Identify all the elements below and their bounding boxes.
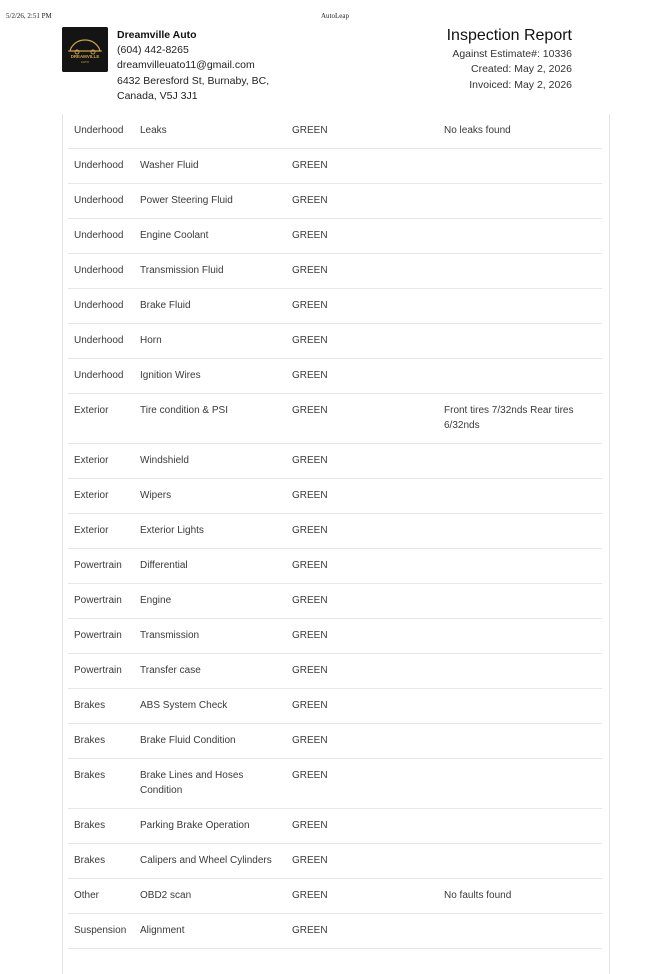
row-item: Horn xyxy=(140,335,162,346)
table-row xyxy=(68,654,602,689)
row-item: Brake Fluid xyxy=(140,300,191,311)
row-item: Windshield xyxy=(140,455,189,466)
print-timestamp: 5/2/26, 2:51 PM xyxy=(6,12,52,20)
row-category: Underhood xyxy=(74,125,124,136)
shop-name: Dreamville Auto xyxy=(117,29,197,41)
table-row xyxy=(68,514,602,549)
print-header xyxy=(0,12,670,24)
row-item: Transmission xyxy=(140,630,200,641)
row-status: GREEN xyxy=(292,370,328,381)
table-row xyxy=(68,219,602,254)
row-status: GREEN xyxy=(292,630,328,641)
row-category: Underhood xyxy=(74,195,124,206)
row-category: Brakes xyxy=(74,855,106,866)
row-category: Brakes xyxy=(74,700,106,711)
row-category: Underhood xyxy=(74,335,124,346)
table-row xyxy=(68,254,602,289)
row-status: GREEN xyxy=(292,300,328,311)
row-category: Suspension xyxy=(74,925,127,936)
report-invoiced: Invoiced: May 2, 2026 xyxy=(469,78,572,91)
row-item: Transfer case xyxy=(140,665,201,676)
table-row xyxy=(68,689,602,724)
row-item: Washer Fluid xyxy=(140,160,199,171)
table-row xyxy=(68,809,602,844)
shop-address-line2: Canada, V5J 3J1 xyxy=(117,89,198,102)
row-status: GREEN xyxy=(292,595,328,606)
row-category: Exterior xyxy=(74,405,109,416)
row-status: GREEN xyxy=(292,230,328,241)
row-category: Underhood xyxy=(74,160,124,171)
row-status: GREEN xyxy=(292,700,328,711)
row-category: Powertrain xyxy=(74,595,122,606)
row-category: Powertrain xyxy=(74,630,122,641)
row-notes: No faults found xyxy=(444,890,512,901)
row-item: Tire condition & PSI xyxy=(140,405,229,416)
car-logo-icon xyxy=(62,27,108,72)
row-item: Alignment xyxy=(140,925,185,936)
row-category: Powertrain xyxy=(74,560,122,571)
table-row xyxy=(68,324,602,359)
row-status: GREEN xyxy=(292,525,328,536)
inspection-table xyxy=(68,114,602,949)
row-status: GREEN xyxy=(292,265,328,276)
shop-email: dreamvilleuato11@gmail.com xyxy=(117,59,255,72)
row-category: Exterior xyxy=(74,525,109,536)
row-category: Brakes xyxy=(74,770,106,781)
table-row xyxy=(68,879,602,914)
row-status: GREEN xyxy=(292,925,328,936)
table-row xyxy=(68,619,602,654)
svg-text:AUTO: AUTO xyxy=(80,60,90,64)
report-estimate: Against Estimate#: 10336 xyxy=(452,48,572,60)
table-row xyxy=(68,724,602,759)
print-site-title: AutoLeap xyxy=(321,12,349,20)
row-status: GREEN xyxy=(292,490,328,501)
row-status: GREEN xyxy=(292,125,328,136)
report-info xyxy=(447,26,572,93)
row-item: Power Steering Fluid xyxy=(140,195,233,206)
row-category: Underhood xyxy=(74,370,124,381)
row-category: Powertrain xyxy=(74,665,122,676)
row-status: GREEN xyxy=(292,890,328,901)
row-status: GREEN xyxy=(292,665,328,676)
table-row xyxy=(68,844,602,879)
table-row xyxy=(68,184,602,219)
report-created: Created: May 2, 2026 xyxy=(471,63,572,76)
table-row xyxy=(68,914,602,949)
table-row xyxy=(68,149,602,184)
row-item: Brake Lines and Hoses Condition xyxy=(140,770,244,796)
table-row xyxy=(68,479,602,514)
row-item: ABS System Check xyxy=(140,700,228,711)
row-item: Exterior Lights xyxy=(140,525,204,536)
shop-info xyxy=(117,28,269,104)
row-notes: Front tires 7/32nds Rear tires 6/32nds xyxy=(444,405,574,431)
row-status: GREEN xyxy=(292,855,328,866)
row-status: GREEN xyxy=(292,820,328,831)
row-status: GREEN xyxy=(292,160,328,171)
row-item: Calipers and Wheel Cylinders xyxy=(140,855,272,866)
shop-phone: (604) 442-8265 xyxy=(117,44,189,57)
row-category: Underhood xyxy=(74,230,124,241)
row-status: GREEN xyxy=(292,455,328,466)
table-row xyxy=(68,584,602,619)
row-item: Engine xyxy=(140,595,172,606)
row-item: Differential xyxy=(140,560,188,571)
table-row xyxy=(68,289,602,324)
table-row xyxy=(68,114,602,149)
row-category: Exterior xyxy=(74,455,109,466)
table-row xyxy=(68,444,602,479)
row-item: Leaks xyxy=(140,125,167,136)
row-status: GREEN xyxy=(292,195,328,206)
row-item: OBD2 scan xyxy=(140,890,192,901)
table-row xyxy=(68,359,602,394)
row-status: GREEN xyxy=(292,335,328,346)
row-status: GREEN xyxy=(292,405,328,416)
report-title: Inspection Report xyxy=(446,27,572,44)
row-item: Engine Coolant xyxy=(140,230,209,241)
row-notes: No leaks found xyxy=(444,125,511,136)
row-status: GREEN xyxy=(292,735,328,746)
row-category: Exterior xyxy=(74,490,109,501)
row-category: Underhood xyxy=(74,300,124,311)
table-row xyxy=(68,549,602,584)
row-category: Other xyxy=(74,890,100,901)
row-item: Ignition Wires xyxy=(140,370,201,381)
svg-text:DREAMVILLE: DREAMVILLE xyxy=(70,54,100,59)
table-row xyxy=(68,759,602,809)
row-category: Underhood xyxy=(74,265,124,276)
shop-address-line1: 6432 Beresford St, Burnaby, BC, xyxy=(117,74,270,87)
row-status: GREEN xyxy=(292,560,328,571)
row-category: Brakes xyxy=(74,820,106,831)
row-category: Brakes xyxy=(74,735,106,746)
row-status: GREEN xyxy=(292,770,328,781)
row-item: Transmission Fluid xyxy=(140,265,224,276)
table-row xyxy=(68,394,602,444)
row-item: Parking Brake Operation xyxy=(140,820,250,831)
row-item: Brake Fluid Condition xyxy=(140,735,236,746)
row-item: Wipers xyxy=(140,490,172,501)
